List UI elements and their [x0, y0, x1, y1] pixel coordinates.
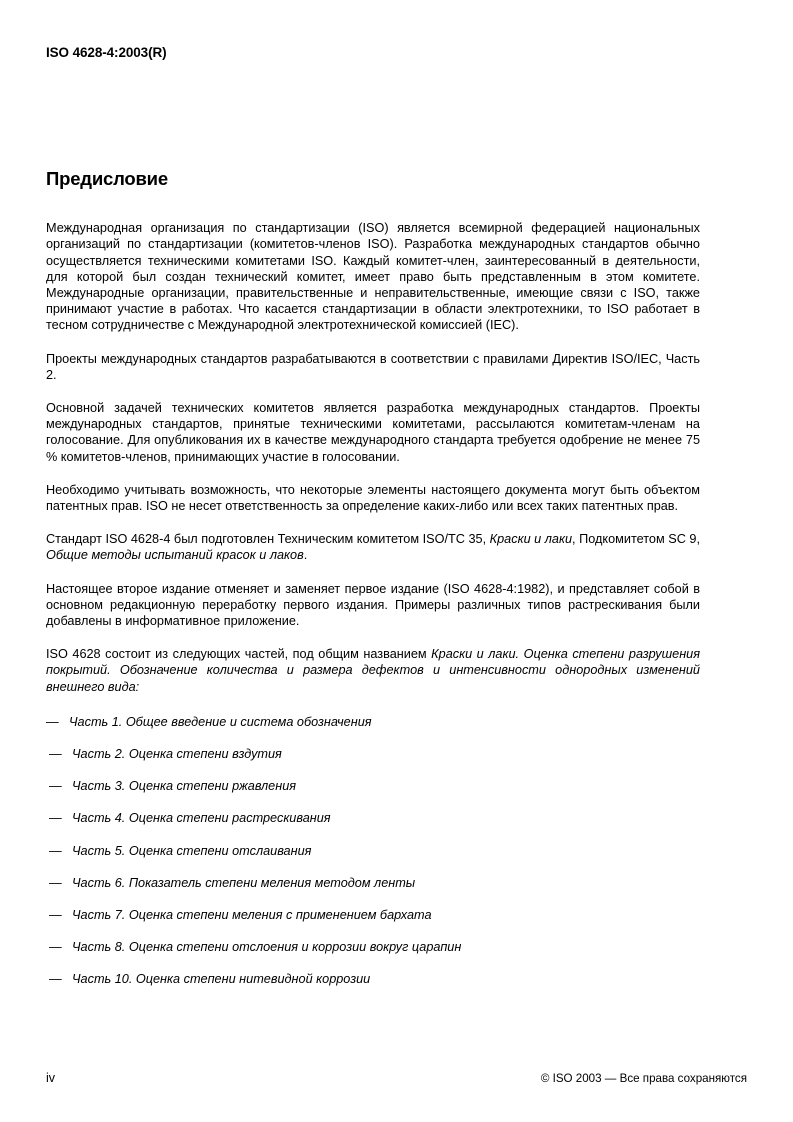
em-dash-bullet: — [49, 972, 62, 987]
paragraph-draft-standards: Проекты международных стандартов разрабатываются в соответствии с правилами Директив ISO/IEC, Часть 2. [46, 351, 700, 382]
list-item [46, 907, 700, 923]
list-item-label: Часть 2. Оценка степени вздутия [72, 747, 282, 762]
page-title: Предисловие [46, 168, 168, 189]
parts-list [46, 714, 700, 988]
parts-intro-text: ISO 4628 состоит из следующих частей, под общим названием [46, 647, 432, 662]
parts-intro-title: Краски и лаки. Оценка степени разрушения покрытий. Обозначение количества и размера дефектов и интенсивности однородных изменений внешнего вида: [46, 647, 701, 694]
list-item-label: Часть 8. Оценка степени отслоения и коррозии вокруг царапин [72, 940, 462, 955]
list-item [46, 843, 700, 859]
list-item [46, 810, 700, 826]
list-item [46, 778, 700, 794]
page-footer [46, 1071, 747, 1086]
document-content [46, 168, 700, 1004]
list-item [46, 971, 700, 987]
prepared-by-text-1: Стандарт ISO 4628-4 был подготовлен Техническим комитетом ISO/TC 35, [46, 532, 490, 547]
list-item-label: Часть 1. Общее введение и система обозначения [69, 714, 372, 729]
list-item [46, 714, 700, 730]
paragraph-patent-rights: Необходимо учитывать возможность, что некоторые элементы настоящего документа могут быть объектом патентных прав. ISO не несет ответственность за определение каких-либо или всех таких патентных прав. [46, 482, 700, 514]
em-dash-bullet: — [49, 747, 62, 762]
prepared-by-title-1: Краски и лаки [489, 532, 573, 547]
list-item-label: Часть 4. Оценка степени растрескивания [72, 811, 331, 826]
list-item [46, 939, 700, 955]
paragraph-parts-intro [46, 646, 700, 695]
paragraph-second-edition: Настоящее второе издание отменяет и заменяет первое издание (ISO 4628-4:1982), и представляет собой в основном редакционную переработку первого издания. Примеры различных типов растрескивания были добавлены в информативное приложение. [46, 581, 700, 629]
list-item-label: Часть 6. Показатель степени меления методом ленты [72, 875, 416, 890]
list-item-label: Часть 7. Оценка степени меления с применением бархата [72, 908, 432, 923]
em-dash-bullet: — [49, 875, 62, 890]
list-item [46, 746, 700, 762]
list-item-label: Часть 3. Оценка степени ржавления [72, 779, 297, 794]
em-dash-bullet: — [49, 940, 62, 955]
paragraph-iso-description: Международная организация по стандартизации (ISO) является всемирной федерацией национальных организаций по стандартизации (комитетов-членов ISO). Разработка международных стандартов обычно осуществляется техническими комитетами ISO. Каждый комитет-член, заинтересованный в деятельности, для которой был создан технический комитет, имеет право быть представленным в этом комитете. Международные организации, правительственные и неправительственные, имеющие связи с ISO, также принимают участие в работах. Что касается стандартизации в области электротехники, то ISO работает в тесном сотрудничестве с Международной электротехнической комиссией (IEC). [46, 221, 700, 333]
list-item-label: Часть 5. Оценка степени отслаивания [72, 843, 312, 858]
em-dash-bullet: — [49, 779, 62, 794]
em-dash-bullet: — [49, 811, 62, 826]
paragraph-prepared-by [46, 531, 700, 563]
list-item [46, 875, 700, 891]
prepared-by-title-2: Общие методы испытаний красок и лаков [46, 548, 304, 563]
prepared-by-text-2: , Подкомитетом SC 9, [572, 532, 700, 547]
em-dash-bullet: — [49, 843, 62, 858]
running-header: ISO 4628-4:2003(R) [46, 45, 167, 60]
prepared-by-text-3: . [303, 548, 308, 563]
em-dash-bullet: — [49, 908, 62, 923]
copyright-notice: © ISO 2003 — Все права сохраняются [540, 1072, 747, 1085]
list-item-label: Часть 10. Оценка степени нитевидной коррозии [72, 972, 371, 987]
em-dash-bullet: — [46, 714, 59, 729]
paragraph-technical-committees: Основной задачей технических комитетов является разработка международных стандартов. Проекты международных стандартов, принятые техническими комитетами, рассылаются комитетам-членам на голосование. Для опубликования их в качестве международного стандарта требуется одобрение не менее 75 % комитетов-членов, принимающих участие в голосовании. [46, 401, 700, 464]
page-number: iv [46, 1071, 56, 1085]
